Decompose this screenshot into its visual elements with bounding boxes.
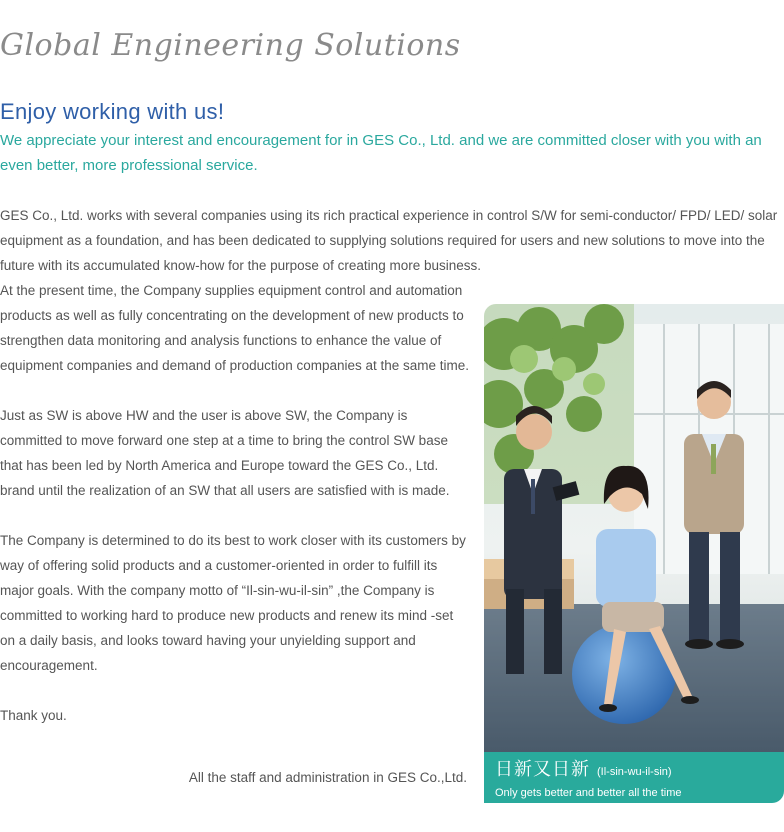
motto-romanization: (Il-sin-wu-il-sin) (597, 766, 672, 778)
motto-tagline: Only gets better and better all the time (495, 787, 682, 799)
main-text-column (0, 278, 470, 753)
paragraph-motto: The Company is determined to do its best to work closer with its customers by way of offering solid products and a customer-oriented in order to fulfill its major goals. With the company motto of “Il-sin-wu-il-sin” ,the Company is committed to working hard to produce new products and renew its mind -set on a daily basis, and looks toward having your unyielding support and encouragement. (0, 533, 466, 673)
office-team-photo (484, 304, 784, 752)
motto-characters: 日新又日新 (495, 759, 590, 780)
closing-text: Thank you. (0, 708, 67, 723)
paragraph-experience: GES Co., Ltd. works with several companies using its rich practical experience in control S/W for semi-conductor/ FPD/ LED/ solar equipment as a foundation, and has been dedicated to supplying solutions required for users and new solutions to move into the future with its accumulated know-how for the purpose of creating more business. (0, 208, 778, 273)
page-title: Global Engineering Solutions (0, 28, 461, 63)
caption-title (495, 758, 784, 783)
section-heading: Enjoy working with us! (0, 99, 225, 124)
paragraph-mission: Just as SW is above HW and the user is above SW, the Company is committed to move forward one step at a time to bring the control SW base that has been led by North America and Europe toward the GES Co., Ltd. brand until the realization of an SW that all users are satisfied with is made. (0, 408, 450, 498)
motto-caption (484, 752, 784, 803)
signature: All the staff and administration in GES Co.,Ltd. (188, 770, 467, 785)
intro-text: We appreciate your interest and encouragement for in GES Co., Ltd. and we are committed closer with you with an even better, more professional service. (0, 132, 762, 174)
paragraph-products: At the present time, the Company supplies equipment control and automation products as well as fully concentrating on the development of new products to strengthen data monitoring and analysis functions to enhance the value of equipment companies and demand of production companies at the same time. (0, 283, 470, 373)
